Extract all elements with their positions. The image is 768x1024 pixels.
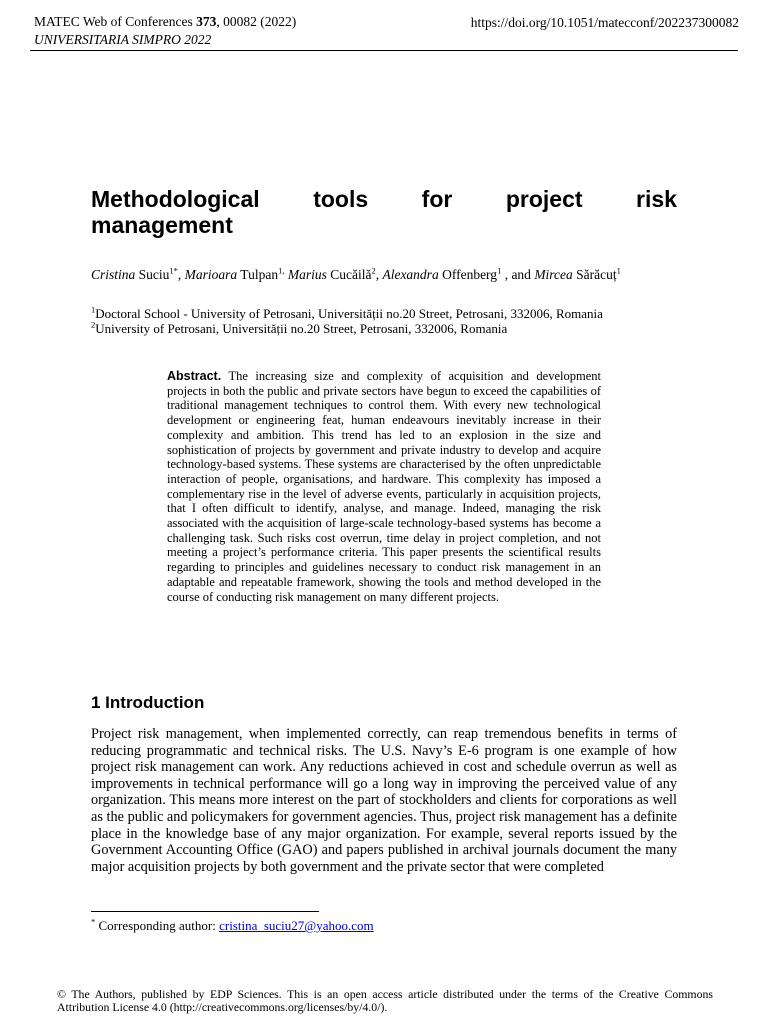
author-given: Alexandra [382, 267, 439, 282]
header-divider [30, 50, 738, 51]
conference-subtitle: UNIVERSITARIA SIMPRO 2022 [34, 32, 212, 47]
author-given: Cristina [91, 267, 136, 282]
title-line-2: management [91, 212, 233, 238]
email-link[interactable]: cristina_suciu27@yahoo.com [219, 918, 374, 933]
footnote [91, 918, 374, 934]
author-sup: 2 [371, 265, 376, 276]
affiliation-text: University of Petrosani, Universității no.20 Street, Petrosani, 332006, Romania [95, 321, 508, 336]
authors-and: , and [501, 267, 535, 282]
abstract-text: The increasing size and complexity of acquisition and development projects in both the public and private sectors have begun to exceed the capabilities of traditional management techniques to control them. With every new technological development or engineering feat, human endeavours inevitably increase in their complexity and ambition. This trend has led to an explosion in the size and sophistication of projects by government and private industry to develop and acquire technology-based systems. These systems are characterised by the often unpredictable interaction of people, organisations, and hardware. This complexity has imposed a complementary rise in the level of adverse events, particularly in acquisition projects, that I often difficult to identify, analyse, and manage. Indeed, managing the risk associated with the acquisition of large-scale technology-based systems has become a challenging task. Such risks cost overrun, time delay in project completion, and not meeting a project’s performance criteria. This paper presents the scientifical results regarding to principles and guidelines necessary to conduct risk management in an adaptable and repeatable framework, showing the tools and method developed in the course of conducting risk management on many different projects. [167, 369, 601, 604]
author-family: Offenberg [438, 267, 498, 282]
article-number: , 00082 (2022) [216, 14, 297, 29]
title-word: tools [313, 186, 369, 212]
conference-name: MATEC Web of Conferences [34, 14, 197, 29]
author-given: Marius [287, 267, 327, 282]
author-list: Cristina Suciu$^{1*}$, Marioara Tulpan$^{1,}$ Marius Cucăilă$^2$, Alexandra Offenberg$^1$ , and Mircea Sărăcuț$^1$ [91, 265, 621, 282]
author-family: Cucăilă [326, 267, 372, 282]
footnote-divider [91, 911, 319, 912]
running-header [34, 13, 296, 49]
author-family: Suciu [135, 267, 170, 282]
affiliation-text: Doctoral School - University of Petrosani, Universității no.20 Street, Petrosani, 332006, Romania [95, 306, 603, 321]
paper-title [91, 186, 677, 238]
title-word: Methodological [91, 186, 260, 212]
author-sup: 1 [616, 265, 621, 276]
author-family: Sărăcuț [576, 267, 617, 282]
affiliations [91, 306, 677, 336]
affiliation-sup: 1 [91, 304, 96, 315]
author-family: Tulpan [237, 267, 279, 282]
affiliation-sup: 2 [91, 319, 96, 330]
abstract [167, 369, 601, 604]
author-sup: 1* [169, 265, 178, 276]
footnote-mark: * [91, 916, 96, 927]
doi-link[interactable]: https://doi.org/10.1051/matecconf/202237300082 [470, 15, 739, 30]
affiliation-1 [91, 306, 677, 321]
volume-number: 373 [196, 14, 217, 29]
title-word: risk [636, 186, 677, 212]
author-given: Mircea [534, 267, 573, 282]
title-word: project [505, 186, 583, 212]
conference-line [34, 13, 296, 31]
affiliation-2 [91, 321, 677, 336]
title-word: for [421, 186, 453, 212]
section-heading: 1 Introduction [91, 693, 205, 712]
introduction-text: Project risk management, when implemented correctly, can reap tremendous benefits in terms of reducing programmatic and technical risks. The U.S. Navy’s E-6 program is one example of how project risk management can work. Any reductions achieved in cost and schedule overrun as well as improvements in technical performance will go a long way in improving the perceived value of any organization. This means more interest on the part of stockholders and clients for corporations as well as the public and policymakers for government agencies. Thus, project risk management has a definite place in the knowledge base of any major organization. For example, several reports issued by the Government Accounting Office (GAO) and papers published in archival journals document the many major acquisition projects by both government and the private sector that were completed [91, 726, 677, 875]
author-sup: 1 [497, 265, 502, 276]
author-sup: 1, [278, 265, 285, 276]
author-given: Marioara [184, 267, 238, 282]
abstract-label: Abstract. [167, 369, 222, 383]
footnote-label: Corresponding author: [95, 918, 220, 933]
license-footer: © The Authors, published by EDP Sciences. This is an open access article distributed under the terms of the Creative Commons Attribution License 4.0 (http://creativecommons.org/licenses/by/4.0/). [57, 987, 713, 1014]
